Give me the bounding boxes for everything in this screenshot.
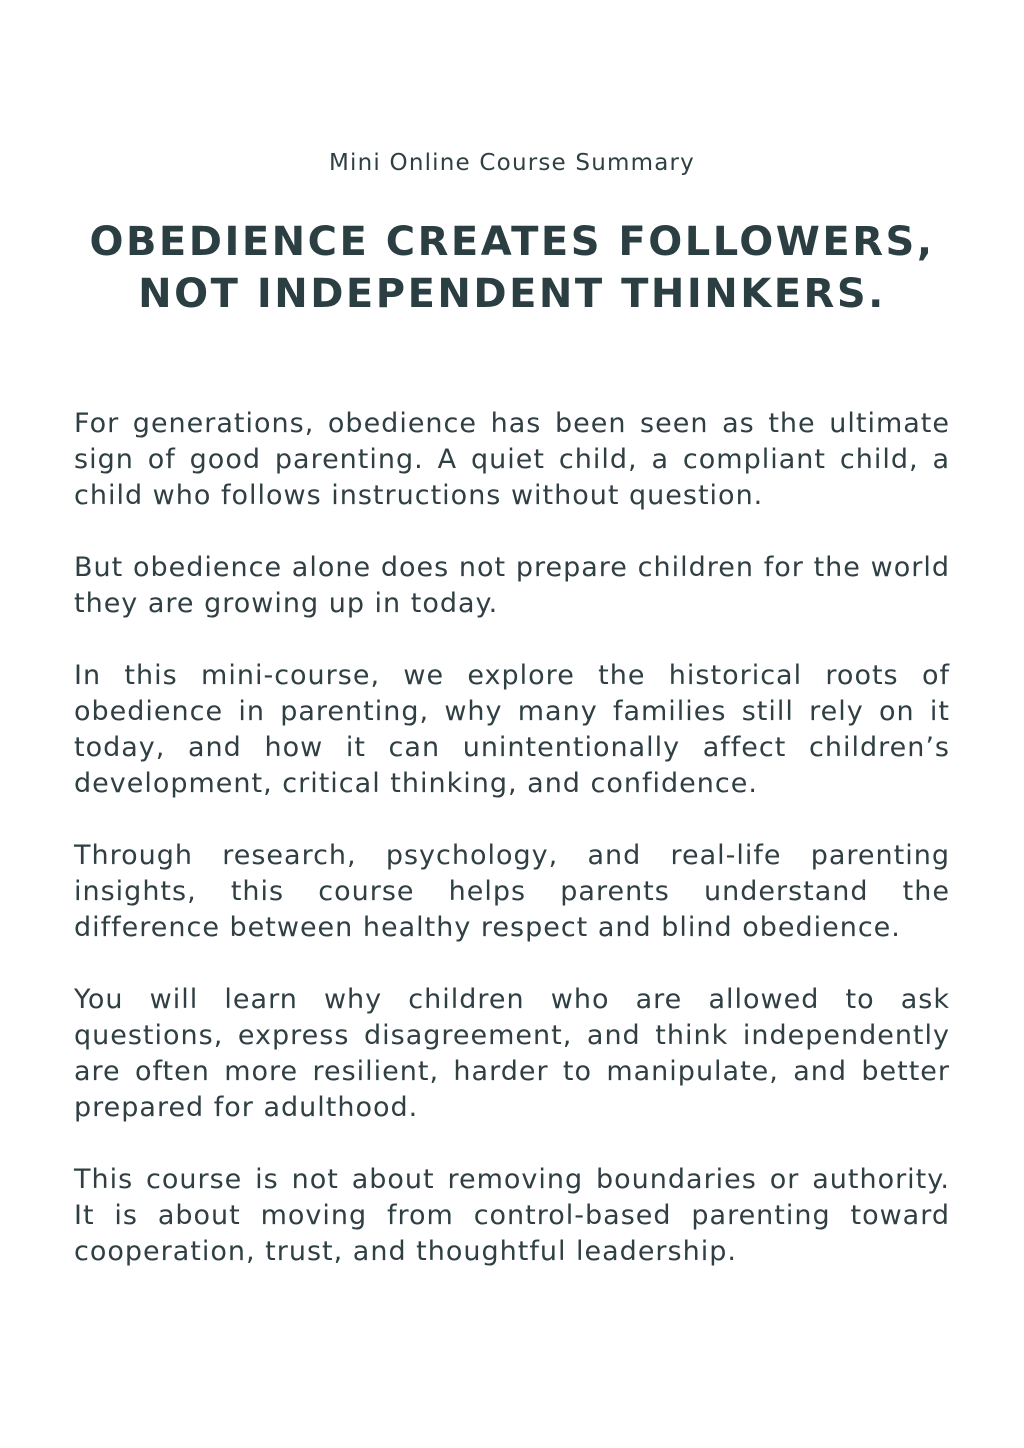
- title-line-1: OBEDIENCE CREATES FOLLOWERS,: [89, 219, 935, 265]
- document-title: [0, 216, 1024, 320]
- paragraph: Through research, psychology, and real-life parenting insights, this course helps parents understand the difference between healthy respect and blind obedience.: [74, 840, 950, 943]
- paragraph: In this mini-course, we explore the historical roots of obedience in parenting, why many families still rely on it today, and how it can unintentionally affect children’s development, critical thinking, and confidence.: [74, 660, 950, 799]
- paragraph: For generations, obedience has been seen as the ultimate sign of good parenting. A quiet child, a compliant child, a child who follows instructions without question.: [74, 408, 950, 511]
- document-subtitle: Mini Online Course Summary: [329, 150, 695, 176]
- title-line-2: NOT INDEPENDENT THINKERS.: [138, 271, 886, 317]
- paragraph: But obedience alone does not prepare children for the world they are growing up in today.: [74, 552, 950, 619]
- paragraph: This course is not about removing boundaries or authority. It is about moving from control-based parenting toward cooperation, trust, and thoughtful leadership.: [74, 1164, 950, 1267]
- paragraph: You will learn why children who are allowed to ask questions, express disagreement, and think independently are often more resilient, harder to manipulate, and better prepared for adulthood.: [74, 984, 950, 1123]
- document-body: [74, 406, 950, 1306]
